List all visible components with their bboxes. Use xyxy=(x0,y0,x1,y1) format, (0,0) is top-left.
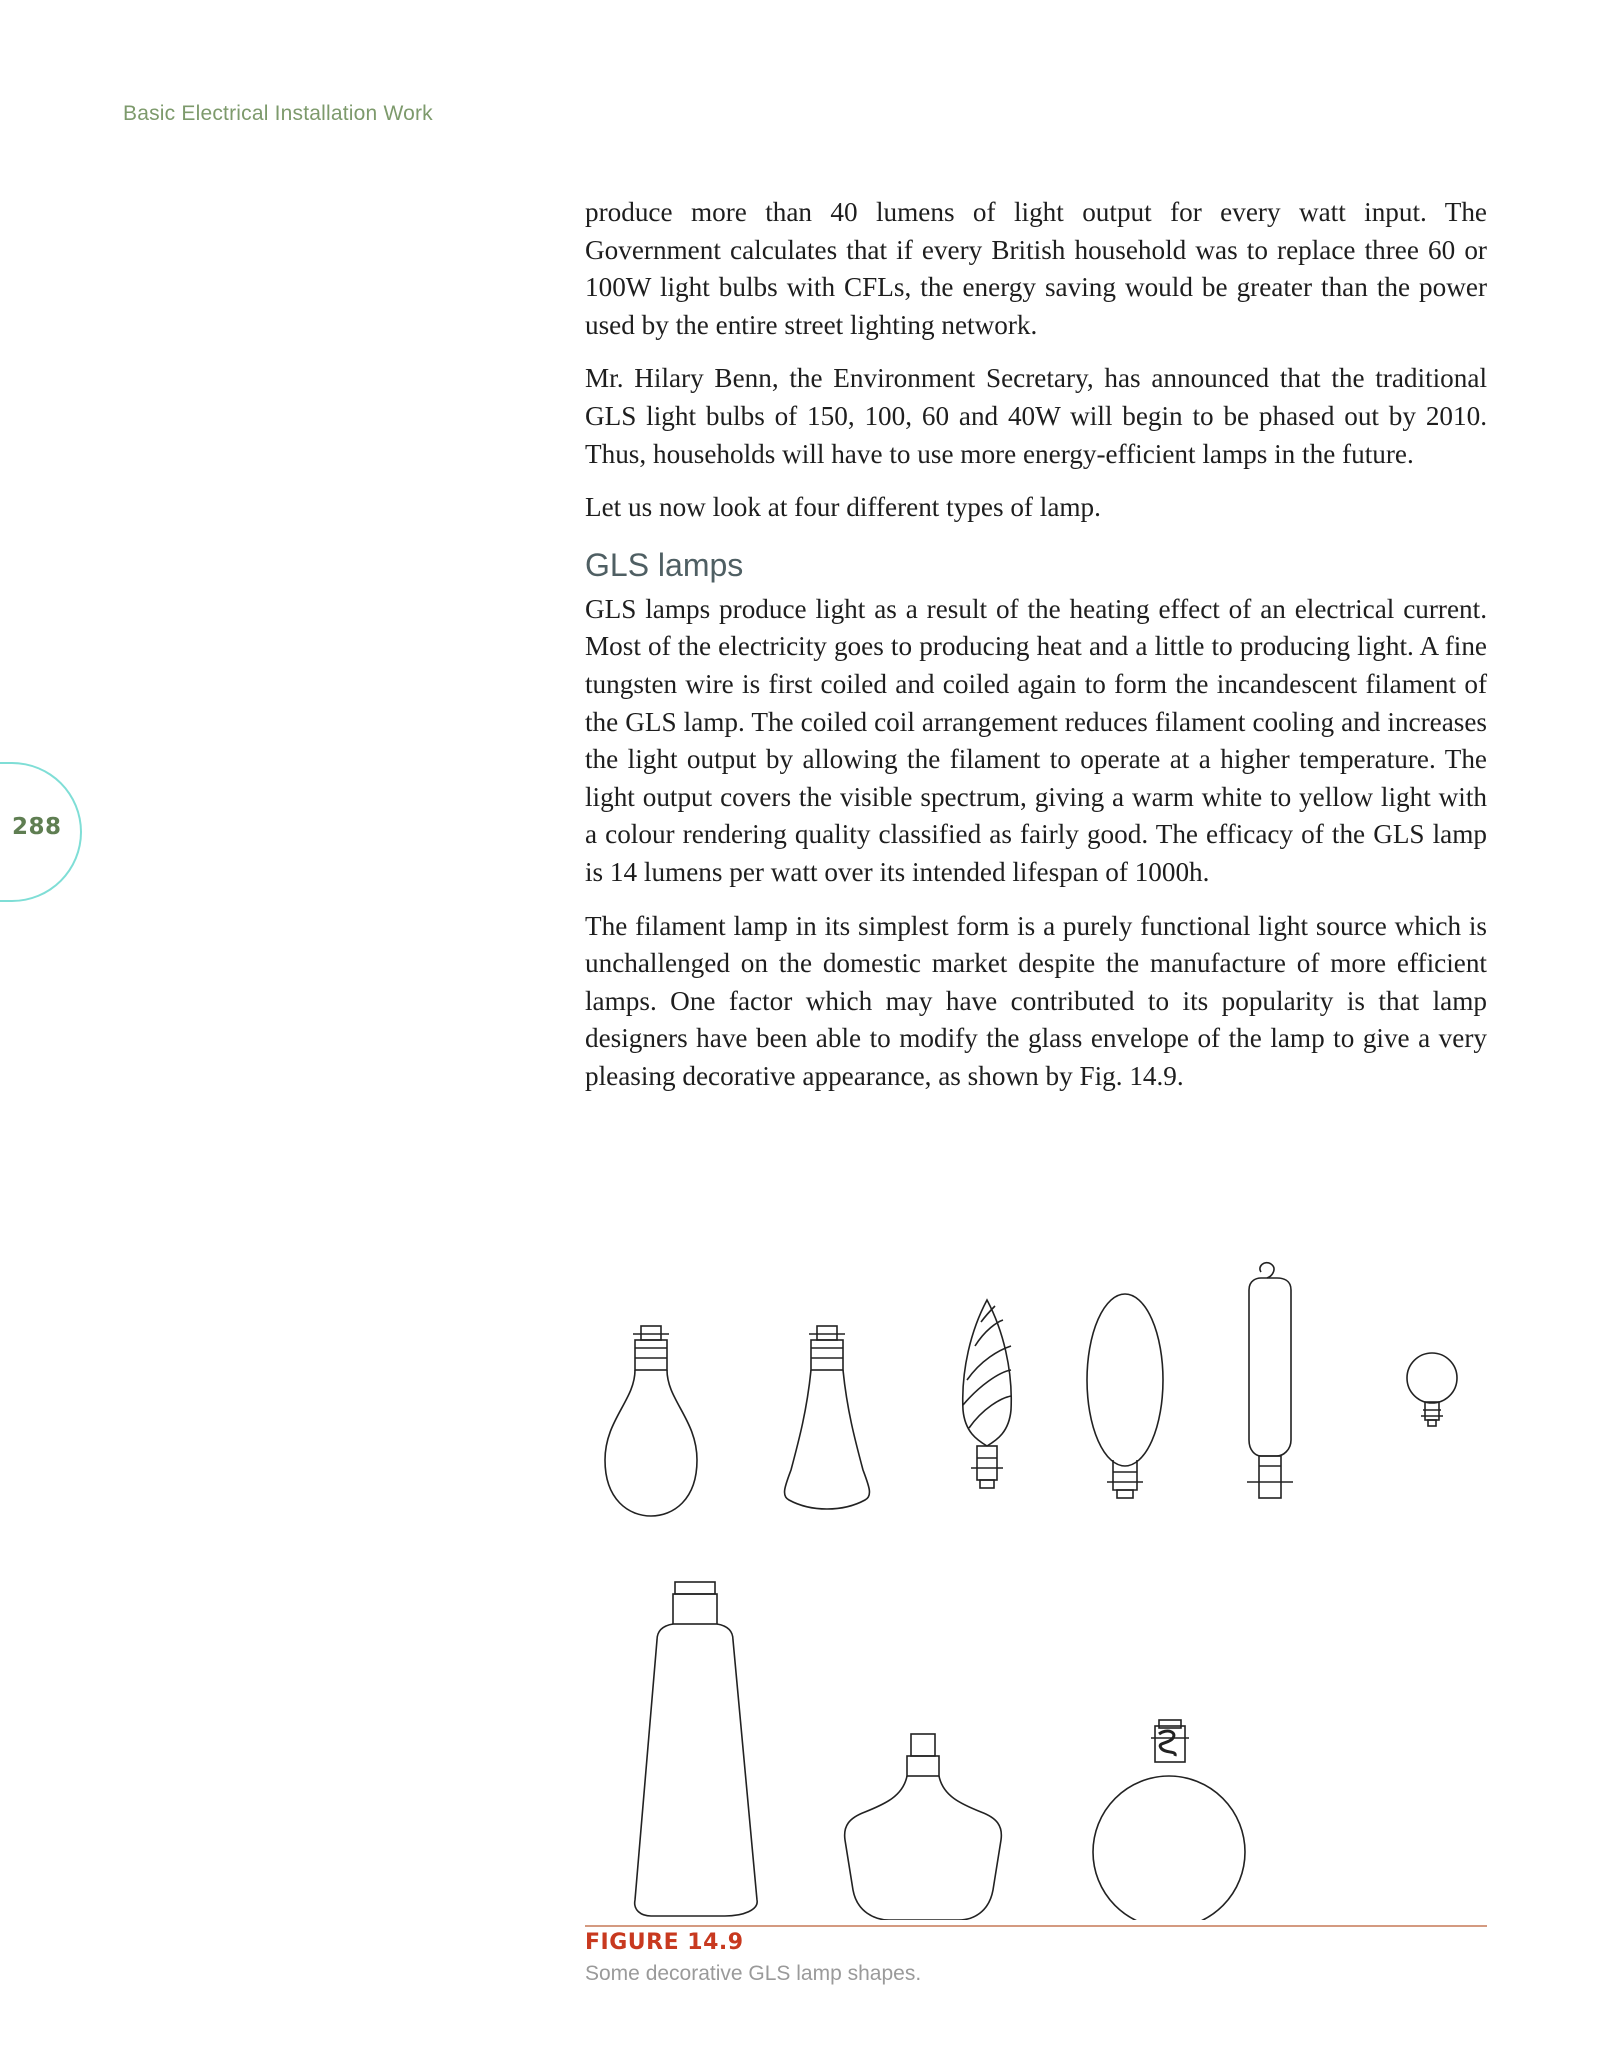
small-round-lamp-drawing xyxy=(1407,1353,1457,1426)
gls-standard-lamp-drawing xyxy=(605,1326,697,1516)
decanter-lamp-drawing xyxy=(845,1734,1002,1920)
body-paragraph: Mr. Hilary Benn, the Environment Secretary, has announced that the traditional GLS light bulbs of 150, 100, 60 and 40W will begin to be phased out by 2010. Thus, households will have to use more energy-efficient lamps in the future. xyxy=(585,363,1487,469)
oval-lamp-drawing xyxy=(1087,1294,1163,1498)
running-head: Basic Electrical Installation Work xyxy=(123,102,433,125)
figure-rule xyxy=(585,1925,1487,1927)
tall-tapered-lamp-drawing xyxy=(635,1582,757,1916)
figure-caption: Some decorative GLS lamp shapes. xyxy=(585,1962,922,1985)
figure-lamp-shapes xyxy=(585,1260,1487,1920)
globe-lamp-drawing xyxy=(1093,1720,1245,1920)
gls-mushroom-lamp-drawing xyxy=(785,1326,870,1509)
figure-label: FIGURE 14.9 xyxy=(585,1930,744,1955)
section-heading: GLS lamps xyxy=(585,546,744,583)
tubular-lamp-drawing xyxy=(1247,1263,1293,1498)
twisted-candle-lamp-drawing xyxy=(963,1300,1012,1488)
body-column xyxy=(585,194,1487,1111)
body-paragraph: The filament lamp in its simplest form is a purely functional light source which is unchallenged on the domestic market despite the manufacture of more efficient lamps. One factor which may have contributed to its popularity is that lamp designers have been able to modify the glass envelope of the lamp to give a very pleasing decorative appearance, as shown by Fig. 14.9. xyxy=(585,910,1487,1091)
body-paragraph: GLS lamps produce light as a result of the heating effect of an electrical current. Most of the electricity goes to producing heat and a little to producing light. A fine tungsten wire is first coiled and coiled again to form the incandescent filament of the GLS lamp. The coiled coil arrangement reduces filament cooling and increases the light output by allowing the filament to operate at a higher temperature. The light output covers the visible spectrum, giving a warm white to yellow light with a colour rendering quality classified as fairly good. The efficacy of the GLS lamp is 14 lumens per watt over its intended lifespan of 1000h. xyxy=(585,593,1487,887)
page-number: 288 xyxy=(12,814,62,840)
body-paragraph: Let us now look at four different types of lamp. xyxy=(585,492,1101,523)
body-paragraph: produce more than 40 lumens of light output for every watt input. The Government calculates that if every British household was to replace three 60 or 100W light bulbs with CFLs, the energy saving would be greater than the power used by the entire street lighting network. xyxy=(585,197,1487,340)
